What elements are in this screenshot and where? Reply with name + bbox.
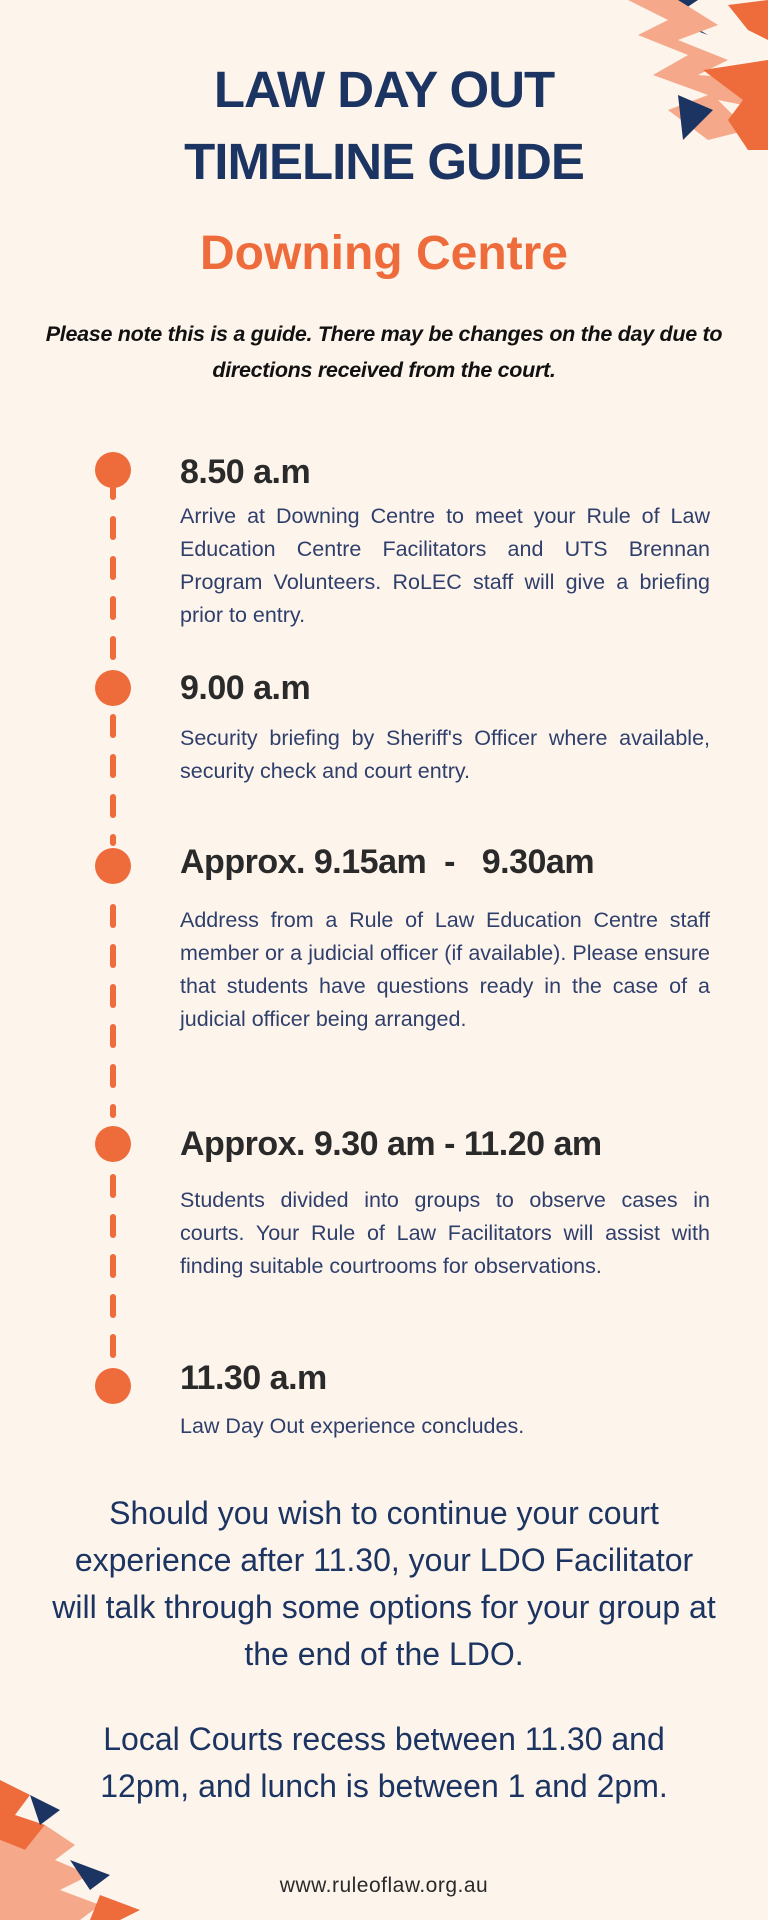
event-time-2: 9.00 a.m	[180, 669, 311, 707]
timeline-dot	[95, 670, 131, 706]
timeline-dash	[110, 1174, 116, 1198]
title-line-1: LAW DAY OUT	[213, 61, 555, 118]
website-url[interactable]: www.ruleoflaw.org.au	[279, 1874, 489, 1897]
timeline-dot	[95, 1368, 131, 1404]
timeline-dash	[110, 754, 116, 778]
timeline-dot	[95, 848, 131, 884]
event-description-5: Law Day Out experience concludes.	[180, 1414, 525, 1438]
timeline-dash	[110, 1334, 116, 1358]
timeline-dash	[110, 1024, 116, 1048]
timeline-dash	[110, 984, 116, 1008]
timeline-dot	[95, 452, 131, 488]
event-description-4: Students divided into groups to observe cases in courts. Your Rule of Law Facilitators will assist with finding suitable courtrooms for observations.	[180, 1188, 710, 1278]
recess-lunch-note: Local Courts recess between 11.30 and 12pm, and lunch is between 1 and 2pm.	[100, 1721, 668, 1804]
event-time-5: 11.30 a.m	[180, 1359, 327, 1397]
timeline-dash	[110, 904, 116, 928]
timeline-dash	[110, 1254, 116, 1278]
title-line-2: TIMELINE GUIDE	[184, 133, 584, 190]
timeline-dash	[110, 1294, 116, 1318]
timeline-dash	[110, 556, 116, 580]
event-description-2: Security briefing by Sheriff's Officer where available, security check and court entry.	[180, 726, 710, 783]
event-description-1: Arrive at Downing Centre to meet your Rule of Law Education Centre Facilitators and UTS Brennan Program Volunteers. RoLEC staff will give a briefing prior to entry.	[180, 504, 710, 627]
timeline-dash	[110, 596, 116, 620]
timeline-dash	[110, 794, 116, 818]
timeline-dash	[110, 1214, 116, 1238]
timeline-dot	[95, 1126, 131, 1162]
timeline-dash	[110, 834, 116, 846]
event-time-3: Approx. 9.15am - 9.30am	[180, 843, 595, 881]
timeline-dash	[110, 636, 116, 660]
venue-subtitle: Downing Centre	[200, 227, 568, 280]
timeline-dash	[110, 714, 116, 738]
timeline-dash	[110, 516, 116, 540]
event-time-1: 8.50 a.m	[180, 453, 311, 491]
guide-disclaimer-note: Please note this is a guide. There may be changes on the day due to directions received from the court.	[45, 322, 723, 382]
event-time-4: Approx. 9.30 am - 11.20 am	[180, 1125, 602, 1163]
timeline-dash	[110, 944, 116, 968]
timeline-dash	[110, 1064, 116, 1088]
continue-experience-note: Should you wish to continue your court experience after 11.30, your LDO Facilitator will talk through some options for your group at the end of the LDO.	[52, 1495, 716, 1672]
event-description-3: Address from a Rule of Law Education Centre staff member or a judicial officer (if available). Please ensure that students have questions ready in the case of a judicial officer being arranged.	[180, 908, 710, 1031]
timeline-dash	[110, 1104, 116, 1118]
